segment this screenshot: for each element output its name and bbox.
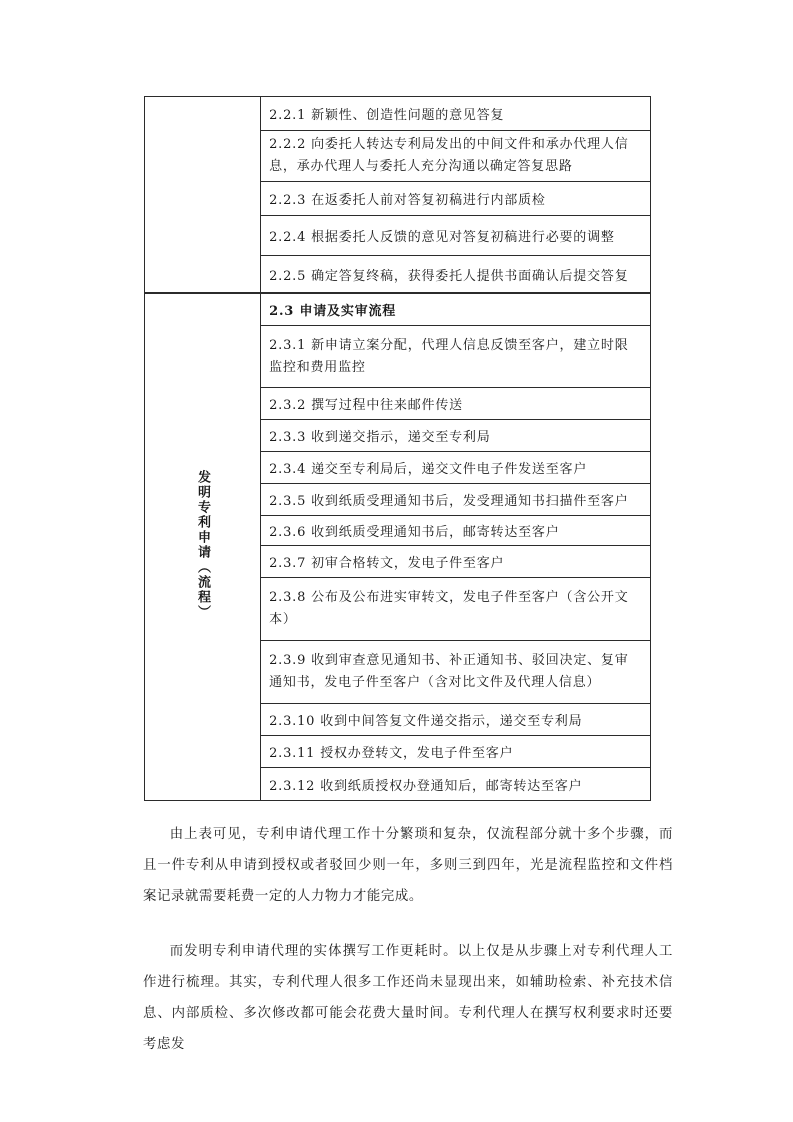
table-row: 2.3.11 授权办登转文，发电子件至客户 — [261, 736, 651, 768]
table-row: 2.3.6 收到纸质受理通知书后，邮寄转达至客户 — [261, 516, 651, 546]
table-row: 2.2.1 新颖性、创造性问题的意见答复 — [261, 97, 651, 131]
table-row: 2.3.10 收到中间答复文件递交指示，递交至专利局 — [261, 704, 651, 736]
category-label: 发明专利申请（流程） — [195, 470, 211, 620]
table-row: 2.3.8 公布及公布进实审转文，发电子件至客户（含公开文本） — [261, 578, 651, 641]
table-row: 2.3.12 收到纸质授权办登通知后，邮寄转达至客户 — [261, 768, 651, 801]
table-category-cell-empty — [145, 97, 261, 293]
table-row: 2.3.2 撰写过程中往来邮件传送 — [261, 388, 651, 420]
table-row: 2.3.4 递交至专利局后，递交文件电子件发送至客户 — [261, 452, 651, 484]
table-section-2-2 — [144, 96, 651, 293]
table-row: 2.2.5 确定答复终稿，获得委托人提供书面确认后提交答复 — [261, 256, 651, 293]
table-row: 2.3.5 收到纸质受理通知书后，发受理通知书扫描件至客户 — [261, 484, 651, 516]
section-heading: 2.3 申请及实审流程 — [261, 294, 651, 326]
body-paragraph: 而发明专利申请代理的实体撰写工作更耗时。以上仅是从步骤上对专利代理人工作进行梳理。其实，专利代理人很多工作还尚未显现出来，如辅助检索、补充技术信息、内部质检、多次修改都可能会花费大量时间。专利代理人在撰写权利要求时还要考虑发 — [143, 944, 673, 1052]
table-row: 2.2.2 向委托人转达专利局发出的中间文件和承办代理人信息，承办代理人与委托人充分沟通以确定答复思路 — [261, 131, 651, 182]
table-row: 2.3.7 初审合格转文，发电子件至客户 — [261, 546, 651, 578]
table-section-2-3 — [144, 293, 651, 801]
table-row: 2.3.1 新申请立案分配，代理人信息反馈至客户，建立时限监控和费用监控 — [261, 326, 651, 388]
body-paragraph: 由上表可见，专利申请代理工作十分繁琐和复杂，仅流程部分就十多个步骤，而且一件专利从申请到授权或者驳回少则一年，多则三到四年，光是流程监控和文件档案记录就需要耗费一定的人力物力才能完成。 — [143, 827, 673, 904]
table-row: 2.3.3 收到递交指示，递交至专利局 — [261, 420, 651, 452]
table-category-cell — [145, 294, 261, 801]
table-row: 2.2.3 在返委托人前对答复初稿进行内部质检 — [261, 182, 651, 216]
table-row: 2.3.9 收到审查意见通知书、补正通知书、驳回决定、复审通知书，发电子件至客户（含对比文件及代理人信息） — [261, 641, 651, 704]
table-row: 2.2.4 根据委托人反馈的意见对答复初稿进行必要的调整 — [261, 216, 651, 256]
